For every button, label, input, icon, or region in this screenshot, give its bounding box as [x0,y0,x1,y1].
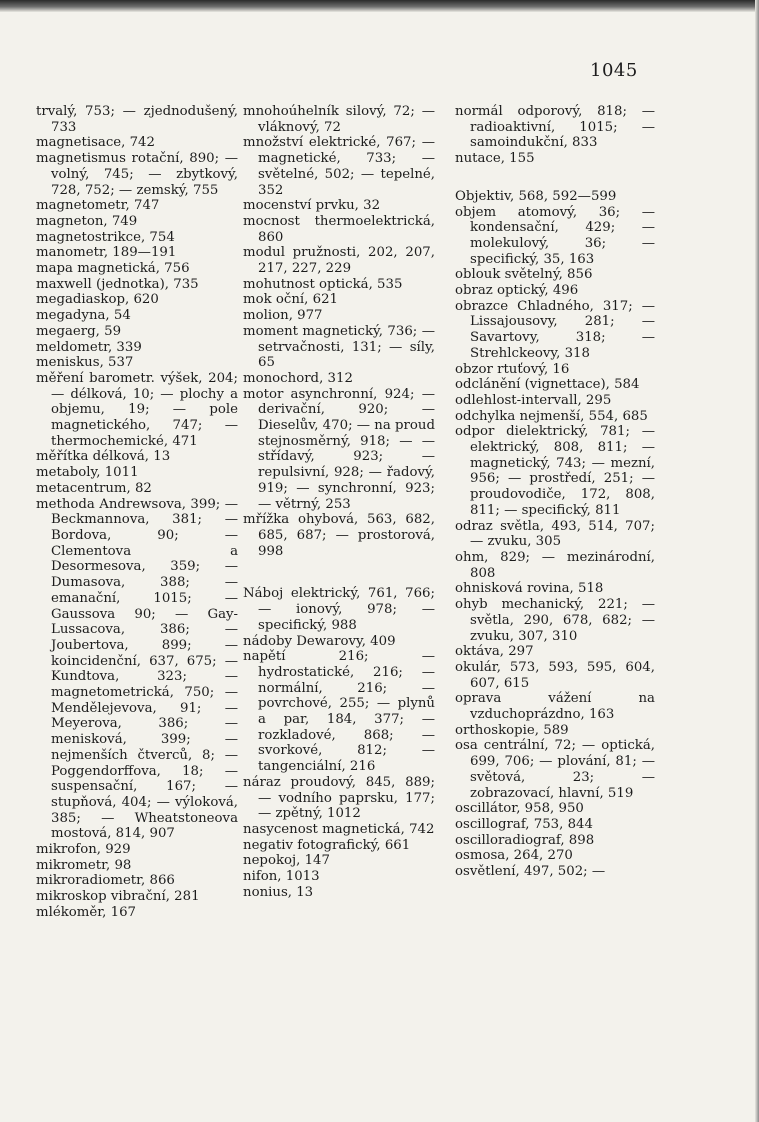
index-entry: nasycenost magnetická, 742 [243,821,435,837]
index-entry: nifon, 1013 [243,869,320,885]
index-entry: mlékoměr, 167 [36,904,136,920]
index-entry: mikroradiometr, 866 [36,873,175,889]
index-entry: oblouk světelný, 856 [455,267,593,283]
index-entry: nepokoj, 147 [243,853,330,869]
index-entry: molion, 977 [243,308,323,324]
index-entry: mocnost thermoelektrická, 860 [243,213,440,245]
index-entry: mřížka ohybová, 563, 682, 685, 687; — prostorová, 998 [243,512,440,559]
index-entry: odchylka nejmenší, 554, 685 [455,408,648,424]
index-entry: obraz optický, 496 [455,283,579,299]
index-entry: mikrofon, 929 [36,842,131,858]
index-entry: Náboj elektrický, 761, 766; — ionový, 978; — specifický, 988 [243,586,440,633]
index-entry: nutace, 155 [455,151,535,167]
index-entry: Objektiv, 568, 592—599 [455,188,617,204]
index-entry: manometr, 189—191 [36,245,177,261]
index-entry: moment magnetický, 736; — setrvačnosti, 131; — síly, 65 [243,323,440,371]
index-entry: ohyb mechanický, 221; — světla, 290, 678, 682; — zvuku, 307, 310 [455,597,660,644]
index-entry: okulár, 573, 593, 595, 604, 607, 615 [455,659,660,691]
index-entry: trvalý, 753; — zjednodušený, 733 [36,104,243,135]
index-entry: oscilloradiograf, 898 [455,832,595,848]
index-entry: metacentrum, 82 [36,480,152,496]
index-entry: osmosa, 264, 270 [455,848,573,864]
index-entry: náraz proudový, 845, 889; — vodního paprsku, 177; — zpětný, 1012 [243,774,440,822]
scan-right-edge [755,0,759,1122]
index-entry: monochord, 312 [243,370,353,386]
index-entry: metaboly, 1011 [36,465,139,481]
index-entry: nádoby Dewarovy, 409 [243,633,396,649]
index-entry: osa centrální, 72; — optická, 699, 706; — plování, 81; — světová, 23; — zobrazovací, hlavní, 519 [455,738,660,801]
index-column-2 [243,104,440,900]
index-entry: magnetisace, 742 [36,135,155,151]
index-entry: osvětlení, 497, 502; — [455,864,606,880]
index-entry: magnetostrikce, 754 [36,229,175,245]
letter-section-gap [243,559,435,586]
index-entry: odpor dielektrický, 781; — elektrický, 808, 811; — magnetický, 743; — mezní, 956; — prostředí, 251; — proudovodiče, 172, 808, 811; — specifický, 811 [455,424,660,518]
letter-section-gap [455,167,655,189]
index-entry: maxwell (jednotka), 735 [36,276,199,292]
index-entry: obzor rtuťový, 16 [455,361,570,377]
index-entry: nonius, 13 [243,884,314,900]
index-entry: modul pružnosti, 202, 207, 217, 227, 229 [243,245,440,277]
index-entry: magneton, 749 [36,213,138,229]
index-entry: obrazce Chladného, 317; — Lissajousovy, 281; — Savartovy, 318; — Strehlckeovy, 318 [455,298,660,361]
index-entry: mok oční, 621 [243,292,339,308]
index-entry: oscillátor, 958, 950 [455,801,584,817]
index-entry: magnetismus rotační, 890; — volný, 745; — zbytkový, 728, 752; — zemský, 755 [36,151,243,198]
index-entry: napětí 216; — hydrostatické, 216; — normální, 216; — povrchové, 255; — plynů a par, 184, 377; — rozkladové, 868; — svorkové, 812; — tangenciální, 216 [243,649,440,775]
index-entry: ohm, 829; — mezinárodní, 808 [455,549,660,581]
index-entry: oktáva, 297 [455,644,534,660]
index-entry: oscillograf, 753, 844 [455,816,593,832]
index-entry: měření barometr. výšek, 204; — délková, 10; — plochy a objemu, 19; — pole magnetického, 747; — thermochemické, 471 [36,370,243,449]
index-entry: motor asynchronní, 924; — derivační, 920; — Dieselův, 470; — na proud stejnosměrný, 918; — — střídavý, 923; — repulsivní, 928; — řadový, 919; — synchronní, 923; — větrný, 253 [243,386,440,512]
index-entry: odclánění (vignettace), 584 [455,377,640,393]
index-entry: negativ fotografický, 661 [243,837,411,853]
index-column-1 [36,104,243,921]
scan-top-edge [0,0,759,12]
index-entry: mohutnost optická, 535 [243,276,403,292]
index-entry: ohnisková rovina, 518 [455,581,604,597]
index-entry: methoda Andrewsova, 399; — Beckmannova, 381; — Bordova, 90; — Clementova a Desormesova, 359; — Dumasova, 388; — emanační, 1015; — Gaussova 90; — Gay-Lussacova, 386; — Joubertova, 899; — koincidenční, 637, 675; — Kundtova, 323; — magnetometrická, 750; — Mendělejevova, 91; — Meyerova, 386; — menisková, 399; — nejmenších čtverců, 8; — Poggendorffova, 18; — suspensační, 167; — stupňová, 404; — výloková, 385; — Wheatstoneova mostová, 814, 907 [36,496,243,842]
index-entry: meniskus, 537 [36,355,134,371]
index-entry: mocenství prvku, 32 [243,198,381,214]
index-entry: odlehlost-intervall, 295 [455,392,612,408]
index-entry: magnetometr, 747 [36,198,160,214]
index-entry: normál odporový, 818; — radioaktivní, 1015; — samoindukční, 833 [455,104,660,151]
index-entry: megadyna, 54 [36,308,131,324]
index-entry: orthoskopie, 589 [455,722,569,738]
index-entry: množství elektrické, 767; — magnetické, 733; — světelné, 502; — tepelné, 352 [243,135,440,198]
index-entry: megadiaskop, 620 [36,292,159,308]
index-entry: odraz světla, 493, 514, 707; — zvuku, 305 [455,518,660,550]
index-column-3 [455,104,660,880]
index-entry: mikroskop vibrační, 281 [36,889,200,905]
index-entry: mikrometr, 98 [36,857,132,873]
index-entry: oprava vážení na vzduchoprázdno, 163 [455,691,660,723]
index-entry: megaerg, 59 [36,323,122,339]
page-number: 1045 [590,60,638,81]
index-entry: objem atomový, 36; — kondensační, 429; — molekulový, 36; — specifický, 35, 163 [455,204,660,267]
index-entry: měřítka délková, 13 [36,449,171,465]
index-entry: meldometr, 339 [36,339,142,355]
index-entry: mnohoúhelník silový, 72; — vláknový, 72 [243,104,440,135]
index-entry: mapa magnetická, 756 [36,261,190,277]
